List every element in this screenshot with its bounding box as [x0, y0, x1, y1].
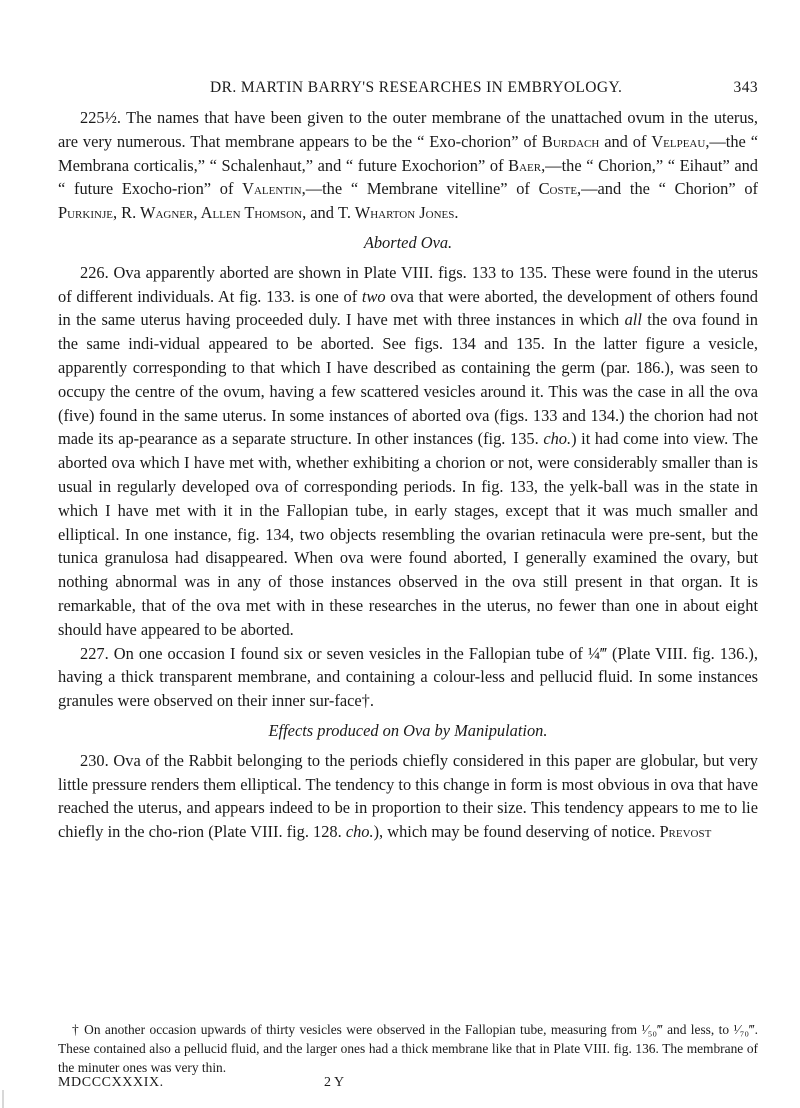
text-run: and less, to	[662, 1022, 734, 1037]
text-run: and of	[599, 131, 652, 151]
text-run: ), which may be found deserving of notice.	[373, 822, 660, 842]
fraction-measure: ¼‴	[587, 643, 607, 663]
text-run: . These contained also a pellucid fluid, and the larger ones had a thick membrane like that in Plate VIII. fig. 136. The membrane of the minuter ones was very thin.	[58, 1022, 758, 1075]
author-name: Valentin	[242, 179, 302, 199]
volume-year: MDCCCXXXIX.	[58, 1075, 164, 1090]
emphasis: two	[361, 286, 386, 306]
author-name: Burdach	[541, 131, 600, 151]
text-run: ,—the “ Chorion,” “ Eihaut” and “ future Exocho-rion” of	[58, 155, 758, 199]
scan-edge-mark	[2, 1090, 4, 1108]
paragraph-230	[58, 749, 758, 844]
text-run: † On another occasion upwards of thirty vesicles were observed in the Fallopian tube, measuring from	[72, 1022, 642, 1037]
body-text	[58, 106, 758, 844]
text-run: 226. Ova apparently aborted are shown in Plate VIII. figs. 133 to 135. These were found in the uterus of different individuals. At fig. 133. is one of	[58, 262, 758, 306]
author-name: Baer	[508, 155, 542, 175]
text-run: , and	[302, 203, 339, 223]
author-name: Coste	[538, 179, 578, 199]
text-run: ,—the “ Membrana corticalis,” “ Schalenhaut,” and “ future Exochorion” of	[58, 131, 758, 175]
text-run: ova that were aborted, the development of others found in the same uterus having proceeded duly. I have met with three instances in which	[58, 286, 758, 330]
text-run: the ova found in the same indi-vidual appeared to be aborted. See figs. 134 and 135. In the latter figure a vesicle, apparently corresponding to that which I have described as containing the germ (par. 186.), was seen to occupy the centre of the ovum, having a few scattered vesicles around it. This was the case in all the ova (five) found in the same uterus. In some instances of aborted ova (figs. 133 and 134.) the chorion had not made its ap-pearance as a separate structure. In other instances (fig. 135.	[58, 310, 758, 449]
footnote	[58, 1020, 758, 1077]
footnote-text	[58, 1020, 758, 1077]
text-run: .	[454, 203, 459, 223]
emphasis: cho.	[543, 429, 572, 449]
paragraph-226	[58, 261, 758, 642]
text-run: 225½. The names that have been given to the outer membrane of the unattached ovum in the uterus, are very numerous. That membrane appears to be the “ Exo-chorion” of	[58, 108, 758, 151]
paragraph-227	[58, 642, 758, 713]
author-name: T. Wharton Jones	[338, 203, 455, 223]
author-name: Prevost	[659, 822, 712, 842]
fraction-measure: ¹⁄₅₀‴	[641, 1022, 663, 1037]
text-run: 230. Ova of the Rabbit belonging to the periods chiefly considered in this paper are globular, but very little pressure renders them elliptical. The tendency to this change in form is most obvious in ova that have reached the uterus, and appears indeed to be in proportion to their size. This tendency appears to me to lie chiefly in the cho-rion (Plate VIII. fig. 128.	[58, 750, 758, 842]
text-run: ) it had come into view. The aborted ova which I have met with, whether exhibiting a chorion or not, were considerably smaller than is usual in regularly developed ova of corresponding periods. In fig. 133, the yelk-ball was in the state in which I have met with it in the Fallopian tube, in early stages, except that it was much smaller and elliptical. In one instance, fig. 134, two objects resembling the ovarian retinacula were pre-sent, but the tunica granulosa had disappeared. When ova were found aborted, I generally examined the ovary, but nothing abnormal was in any of those instances observed in the ova still present in that organ. It is remarkable, that of the ova met with in these researches in the uterus, no fewer than one in about eight should have appeared to be aborted.	[58, 429, 759, 639]
text-run: (Plate VIII. fig. 136.), having a thick transparent membrane, and containing a colour-less and pellucid fluid. In some instances granules were observed on their inner sur-face†.	[58, 643, 758, 711]
text-run: ,—and the “ Chorion” of	[577, 179, 758, 199]
paragraph-225	[58, 106, 758, 225]
page-number: 343	[733, 79, 758, 96]
emphasis: all	[624, 310, 642, 330]
section-heading-aborted-ova: Aborted Ova.	[363, 232, 453, 252]
text-run: 227. On one occasion I found six or seven vesicles in the Fallopian tube of	[80, 643, 588, 663]
section-heading-effects: Effects produced on Ova by Manipulation.	[268, 720, 548, 740]
emphasis: cho.	[345, 822, 374, 842]
running-title: DR. MARTIN BARRY'S RESEARCHES IN EMBRYOLOGY.	[210, 79, 623, 96]
fraction-measure: ¹⁄₇₀‴	[733, 1022, 755, 1037]
text-run: ,—the “ Membrane vitelline” of	[301, 179, 539, 199]
author-name: Purkinje, R. Wagner, Allen Thomson	[58, 203, 303, 223]
signature-mark: 2 Y	[324, 1075, 345, 1090]
author-name: Velpeau	[651, 131, 706, 151]
